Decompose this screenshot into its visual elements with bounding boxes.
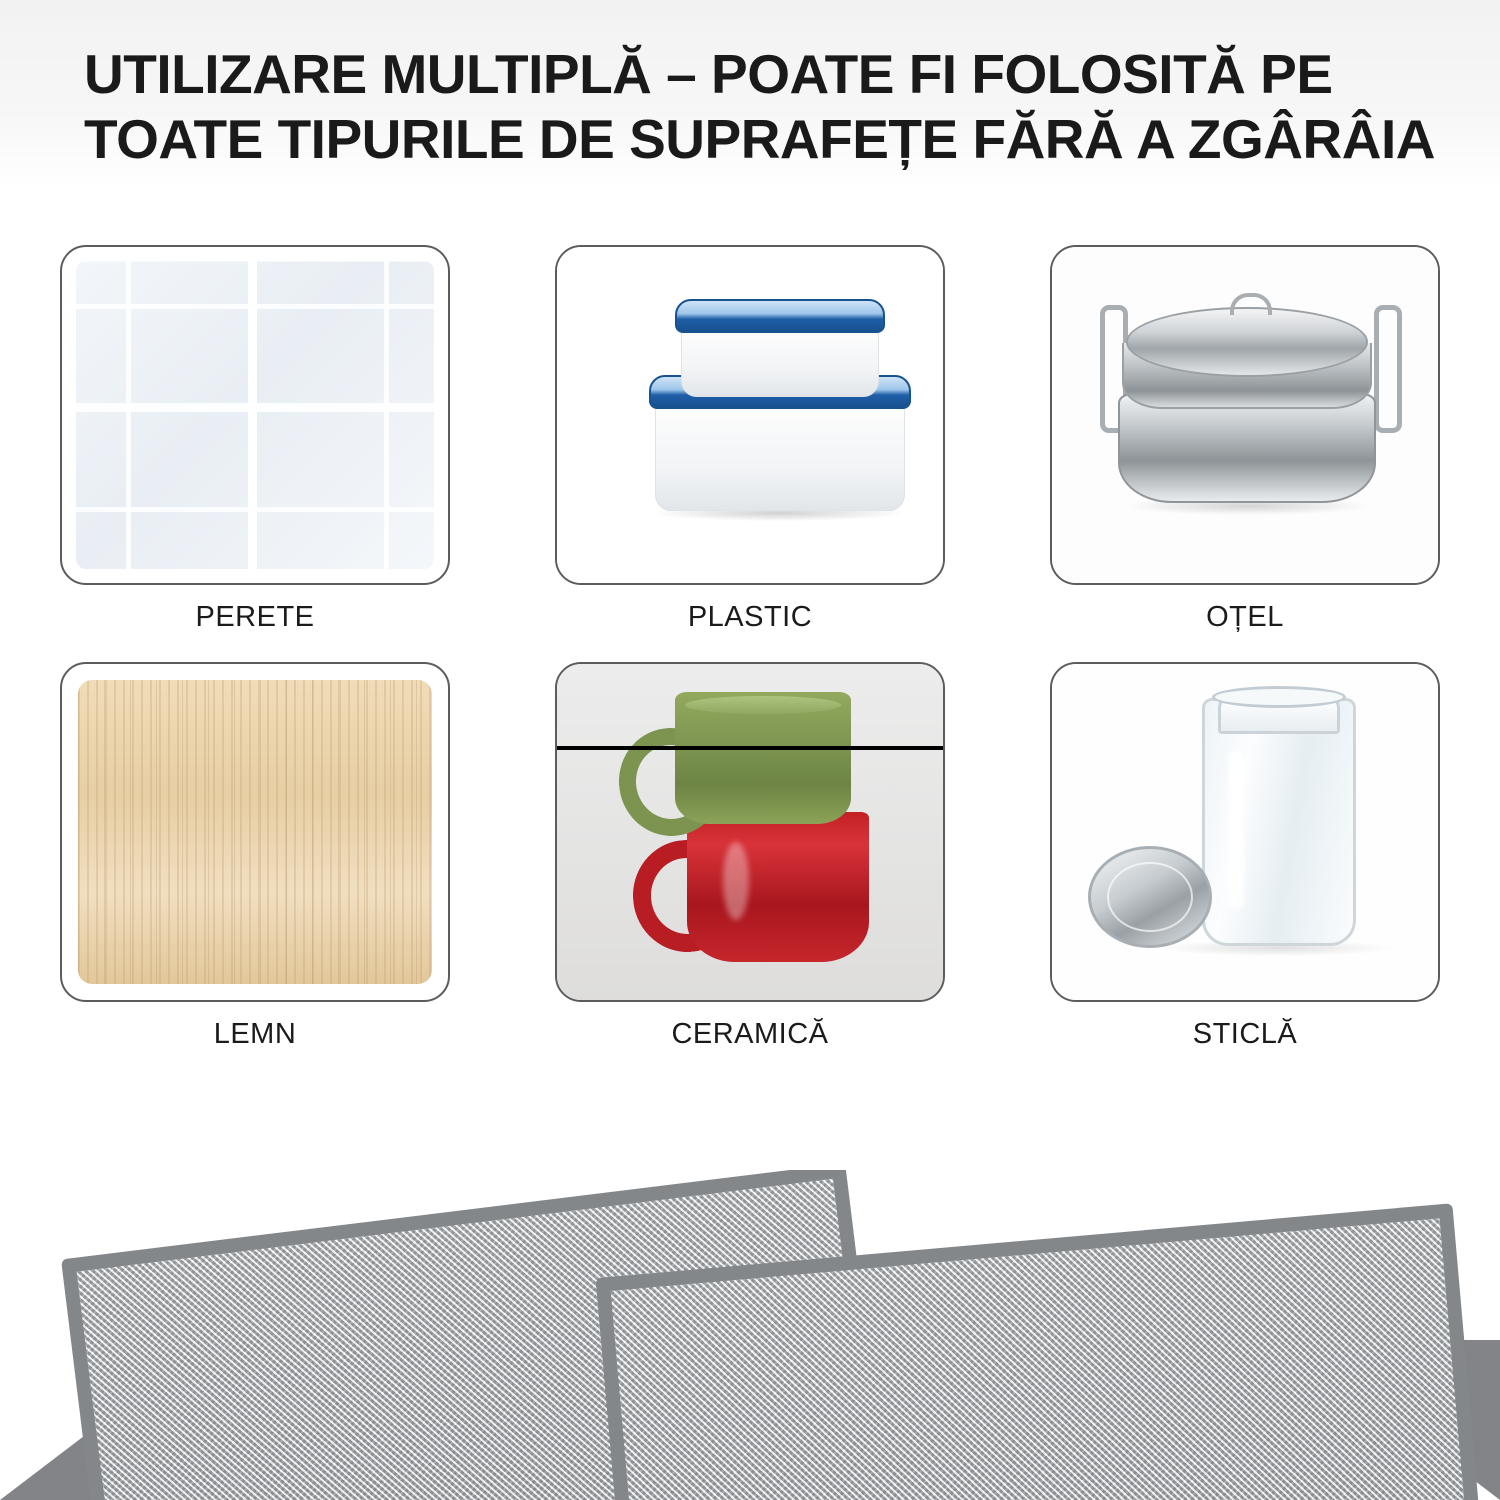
wooden-board-icon xyxy=(78,680,432,984)
surface-label-plastic: PLASTIC xyxy=(687,601,813,633)
surface-card-wall xyxy=(60,245,450,634)
product-photo xyxy=(0,1170,1500,1500)
surface-label-wood: LEMN xyxy=(213,1018,297,1050)
page-title: UTILIZARE MULTIPLĂ – POATE FI FOLOSITĂ PE TOATE TIPURILE DE SUPRAFEȚE FĂRĂ A ZGÂRÂIA xyxy=(84,43,1435,170)
tiled-wall-icon xyxy=(76,261,434,569)
surface-card-ceramic xyxy=(555,662,945,1051)
wall-thumbnail xyxy=(60,245,450,585)
surface-card-plastic xyxy=(555,245,945,634)
horizontal-rule-overlay xyxy=(555,746,945,750)
ceramic-thumbnail xyxy=(555,662,945,1002)
plastic-containers-icon xyxy=(557,247,943,583)
surface-card-glass xyxy=(1050,662,1440,1051)
surface-grid xyxy=(60,245,1460,1051)
wood-thumbnail xyxy=(60,662,450,1002)
surface-label-steel: OȚEL xyxy=(1206,601,1284,633)
surface-label-ceramic: CERAMICĂ xyxy=(671,1018,829,1050)
glass-jar-icon xyxy=(1052,664,1438,1000)
steel-lunchbox-icon xyxy=(1052,247,1438,583)
surface-card-wood xyxy=(60,662,450,1051)
steel-thumbnail xyxy=(1050,245,1440,585)
surface-label-wall: PERETE xyxy=(195,601,315,633)
surface-label-glass: STICLĂ xyxy=(1192,1018,1298,1050)
surface-card-steel xyxy=(1050,245,1440,634)
plastic-thumbnail xyxy=(555,245,945,585)
ceramic-mugs-icon xyxy=(557,664,943,1000)
glass-thumbnail xyxy=(1050,662,1440,1002)
